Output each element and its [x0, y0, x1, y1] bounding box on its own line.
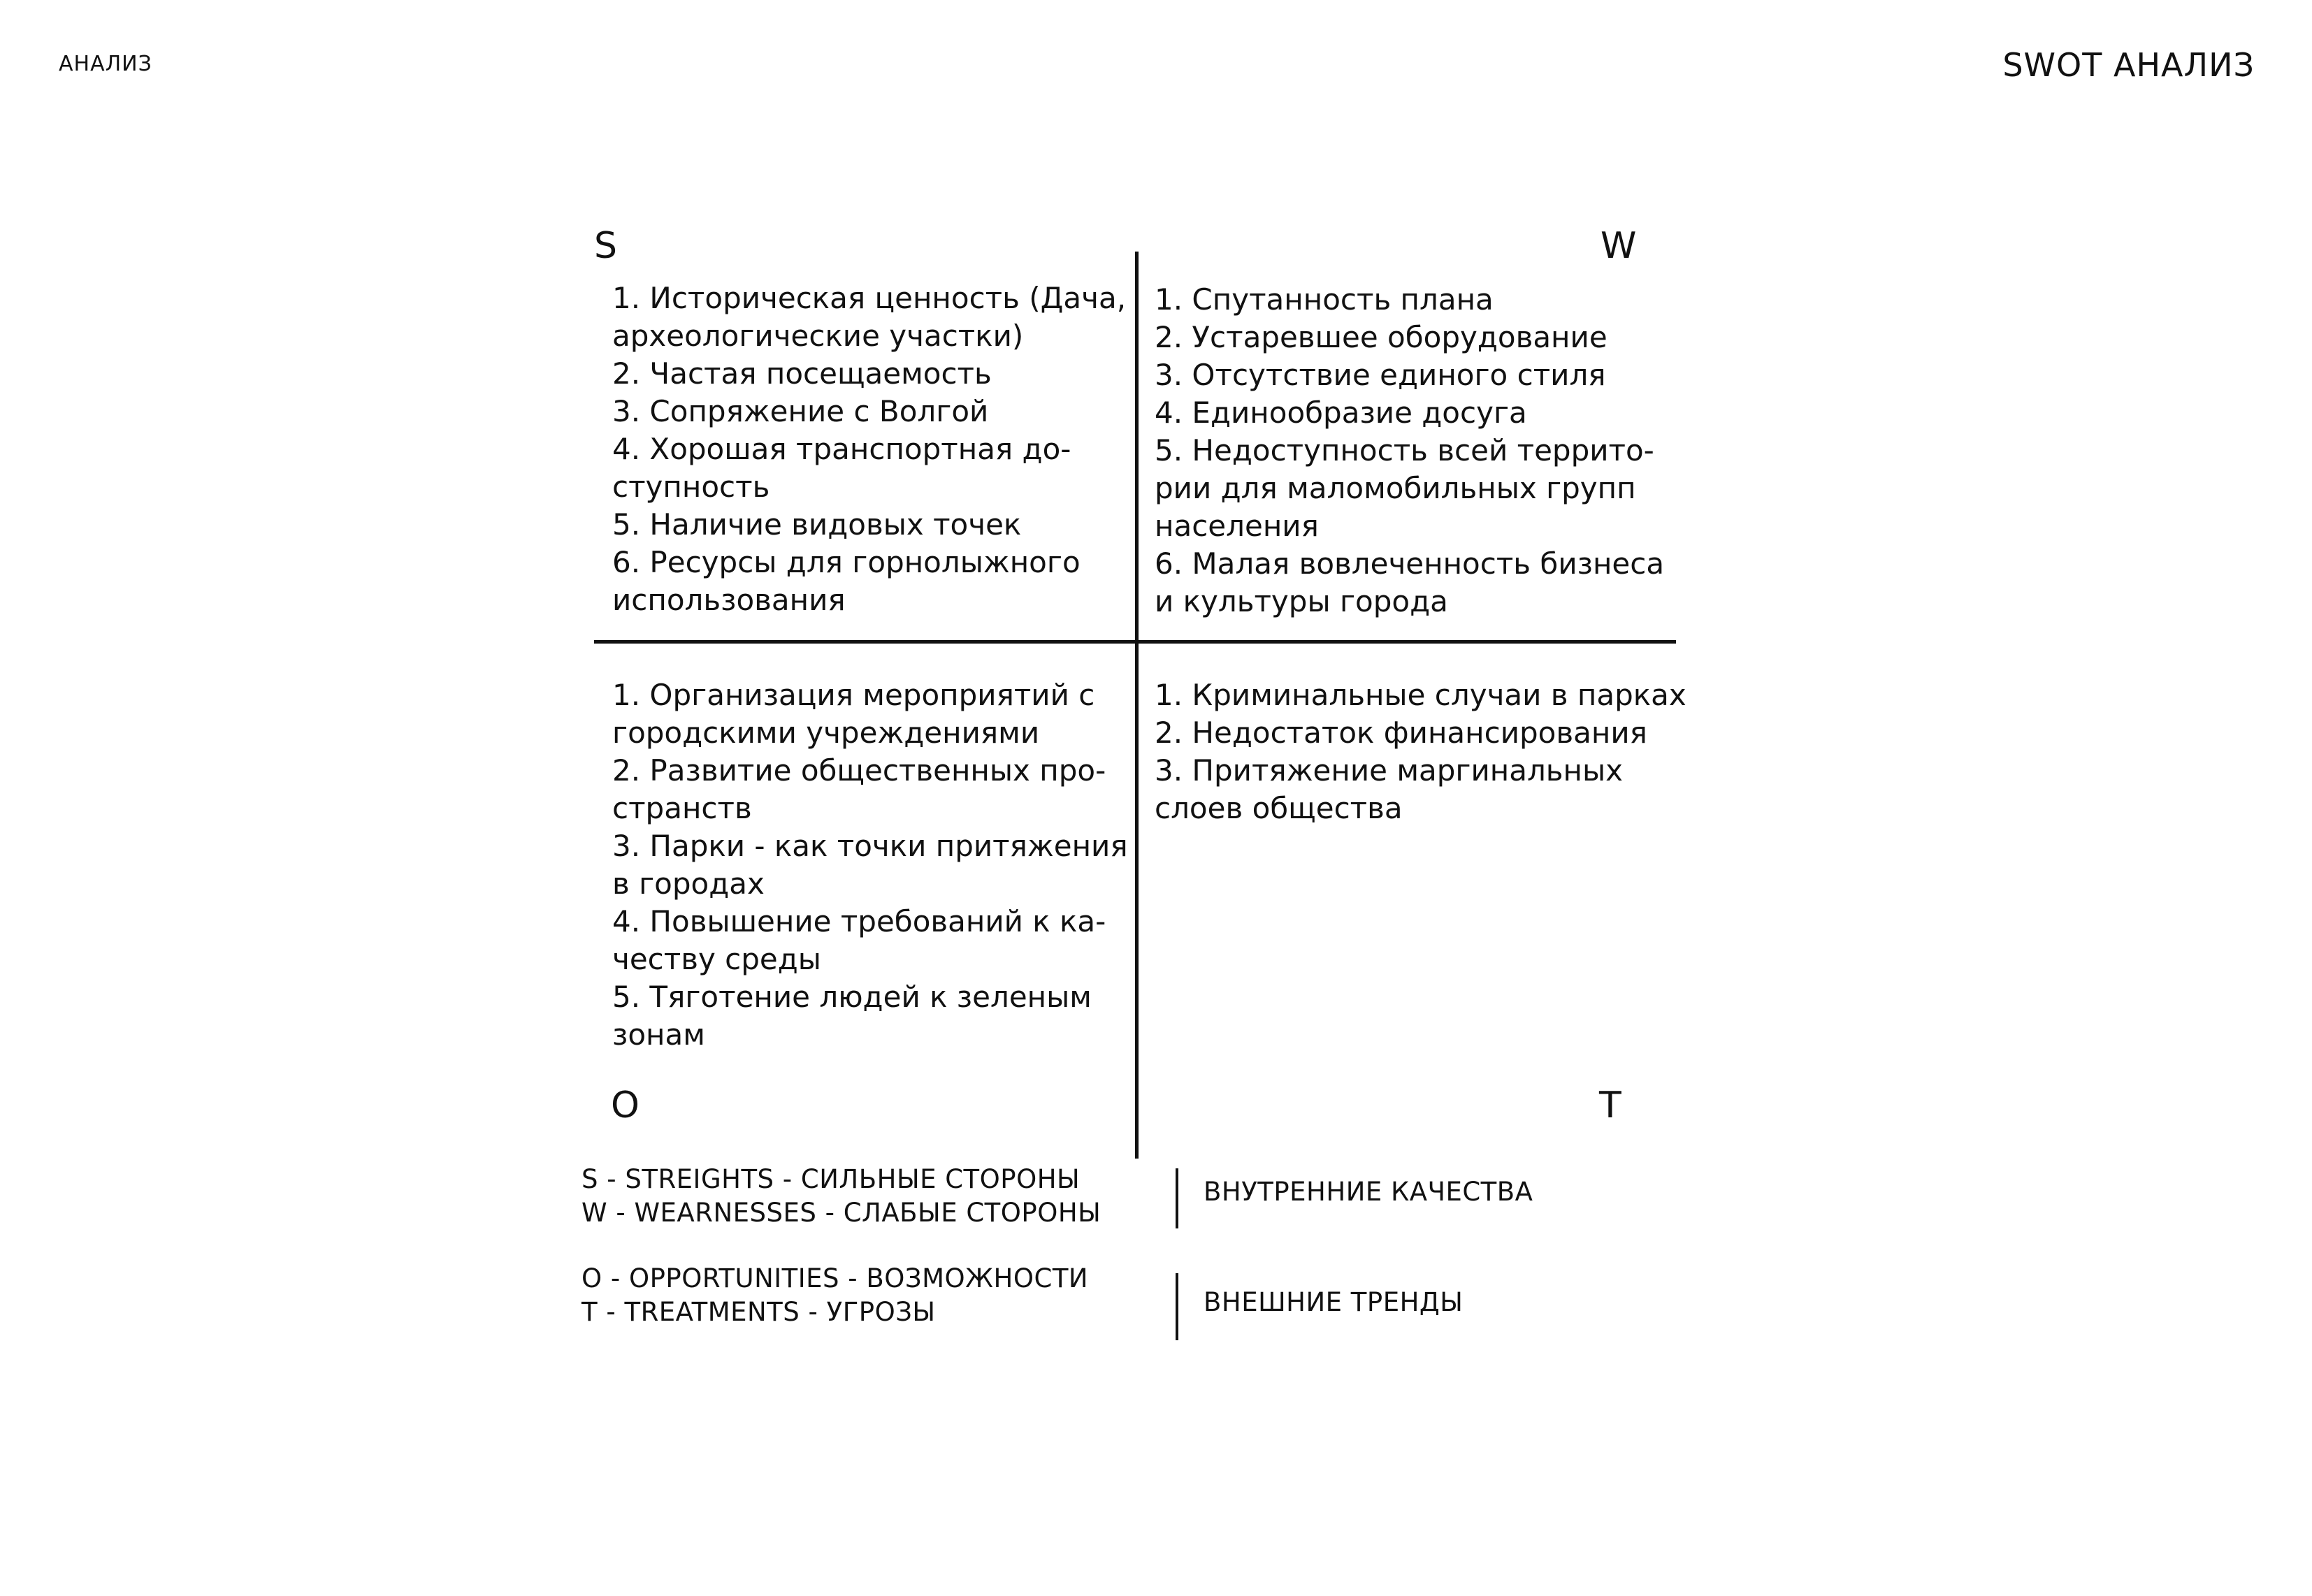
- strengths-letter: S: [594, 225, 618, 267]
- list-item: 4. Единообразие досуга: [1155, 396, 1527, 430]
- list-item: 1. Криминальные случаи в парках: [1155, 678, 1686, 712]
- list-item: 3. Притяжение маргинальных: [1155, 753, 1624, 788]
- list-item: 2. Недостаток финансирования: [1155, 716, 1647, 750]
- list-item: зонам: [612, 1017, 705, 1052]
- list-item: странств: [612, 791, 752, 825]
- list-item: 1. Историческая ценность (Дача,: [612, 281, 1127, 315]
- weaknesses-list: [1155, 281, 1664, 621]
- legend-internal-label: ВНУТРЕННИЕ КАЧЕСТВА: [1204, 1177, 1533, 1207]
- list-item: 3. Сопряжение с Волгой: [612, 394, 989, 428]
- legend-item: O - OPPORTUNITIES - ВОЗМОЖНОСТИ: [581, 1263, 1089, 1293]
- weaknesses-letter: W: [1601, 225, 1637, 267]
- list-item: использования: [612, 583, 846, 617]
- threats-list: [1155, 676, 1686, 827]
- list-item: 3. Парки - как точки притяжения: [612, 829, 1128, 863]
- legend-internal-list: [581, 1163, 1101, 1230]
- strengths-list: [612, 280, 1126, 619]
- legend-internal-bar: [1176, 1168, 1178, 1228]
- opportunities-letter: O: [611, 1084, 640, 1126]
- legend-external-list: [581, 1262, 1088, 1329]
- list-item: населения: [1155, 509, 1319, 543]
- vertical-divider: [1135, 252, 1139, 1159]
- list-item: 5. Наличие видовых точек: [612, 507, 1022, 542]
- legend-external-bar: [1176, 1273, 1178, 1340]
- list-item: 2. Развитие общественных про-: [612, 753, 1106, 788]
- legend-item: W - WEARNESSES - СЛАБЫЕ СТОРОНЫ: [581, 1198, 1101, 1228]
- list-item: слоев общества: [1155, 791, 1403, 825]
- list-item: честву среды: [612, 942, 821, 976]
- legend-item: T - TREATMENTS - УГРОЗЫ: [581, 1297, 936, 1327]
- page-title: SWOT АНАЛИЗ: [2002, 46, 2255, 84]
- list-item: археологические участки): [612, 319, 1024, 353]
- list-item: 6. Малая вовлеченность бизнеса: [1155, 546, 1665, 581]
- list-item: городскими учреждениями: [612, 716, 1040, 750]
- list-item: 5. Недоступность всей террито-: [1155, 433, 1654, 467]
- list-item: 6. Ресурсы для горнолыжного: [612, 545, 1081, 579]
- horizontal-divider: [594, 640, 1676, 644]
- list-item: и культуры города: [1155, 584, 1448, 618]
- section-label: АНАЛИЗ: [59, 52, 152, 76]
- list-item: 1. Спутанность плана: [1155, 282, 1494, 317]
- list-item: 2. Частая посещаемость: [612, 356, 992, 391]
- legend-item: S - STREIGHTS - СИЛЬНЫЕ СТОРОНЫ: [581, 1164, 1081, 1194]
- legend-external-label: ВНЕШНИЕ ТРЕНДЫ: [1204, 1287, 1464, 1317]
- list-item: 3. Отсутствие единого стиля: [1155, 358, 1606, 392]
- list-item: рии для маломобильных групп: [1155, 471, 1636, 505]
- list-item: 5. Тяготение людей к зеленым: [612, 980, 1092, 1014]
- list-item: в городах: [612, 866, 765, 901]
- list-item: 1. Организация мероприятий с: [612, 678, 1095, 712]
- threats-letter: T: [1599, 1084, 1621, 1126]
- list-item: 4. Хорошая транспортная до-: [612, 432, 1071, 466]
- list-item: ступность: [612, 470, 770, 504]
- opportunities-list: [612, 676, 1128, 1054]
- list-item: 2. Устаревшее оборудование: [1155, 320, 1607, 354]
- list-item: 4. Повышение требований к ка-: [612, 904, 1106, 938]
